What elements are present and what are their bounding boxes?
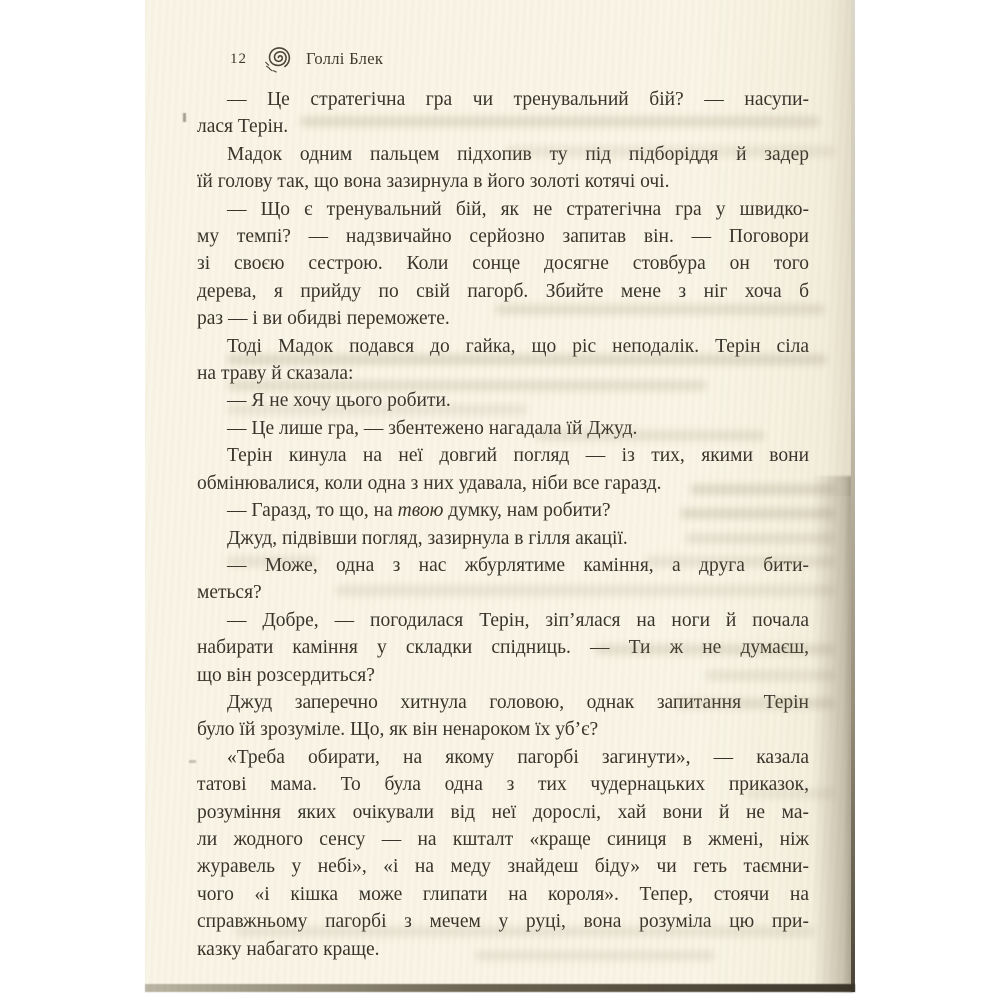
bleed-through-smudge bbox=[495, 304, 825, 315]
running-header bbox=[230, 42, 383, 76]
text-line: — Це стратегічна гра чи тренувальний бій? — насупи- bbox=[227, 89, 809, 110]
scan-artifact bbox=[183, 113, 186, 122]
text-line: «Треба обирати, на якому пагорбі загинути», — казала bbox=[227, 746, 809, 768]
bleed-through-smudge bbox=[227, 380, 707, 391]
bleed-through-smudge bbox=[535, 430, 765, 441]
text-line: їй голову так, що вона зазирнула в його золоті котячі очі. bbox=[197, 171, 670, 193]
text-line: дерева, я прийду по свій пагорб. Збийте мене з ніг хоча б bbox=[197, 280, 809, 302]
bleed-through-smudge bbox=[227, 404, 527, 415]
paragraph bbox=[197, 86, 809, 141]
page-text bbox=[197, 86, 809, 963]
bleed-through-smudge bbox=[235, 926, 815, 937]
bleed-through-smudge bbox=[475, 950, 715, 961]
text-line: ли жодного сенсу — на кшталт «краще синиця в жмені, ніж bbox=[197, 828, 809, 850]
bleed-through-smudge bbox=[645, 556, 835, 567]
text-line: Терін кинула на неї довгий погляд — із тих, якими вони bbox=[227, 445, 809, 467]
text-line: зі своєю сестрою. Коли сонце досягне стовбура он того bbox=[197, 253, 809, 275]
text-line: казку набагато краще. bbox=[197, 938, 380, 960]
bleed-through-smudge bbox=[300, 116, 820, 127]
text-line: Мадок одним пальцем підхопив ту під підборіддя й задер bbox=[227, 143, 809, 165]
page-right-edge bbox=[851, 0, 855, 992]
text-line: раз — і ви обидві переможете. bbox=[197, 308, 450, 330]
scan-artifact bbox=[189, 760, 196, 763]
bleed-through-smudge bbox=[675, 698, 835, 709]
text-line: — Що є тренувальний бій, як не стратегічна гра у швидко- bbox=[227, 198, 809, 220]
text-line: лася Терін. bbox=[197, 116, 289, 138]
text-line: було їй зрозуміле. Що, як він ненароком їх уб’є? bbox=[197, 719, 599, 741]
text-line: справжньому пагорбі з мечем у руці, вона розуміла цю при- bbox=[197, 911, 809, 933]
text-line: — Це лише гра, — збентежено нагадала їй Джуд. bbox=[227, 417, 638, 439]
text-line: Тоді Мадок подався до гайка, що ріс неподалік. Терін сіла bbox=[227, 335, 809, 357]
text-line: татові мама. То була одна з тих чудернацьких приказок, bbox=[197, 774, 809, 796]
text-line: чого «і кішка може глипати на короля». Тепер, стоячи на bbox=[197, 883, 809, 905]
text-line: на траву й сказала: bbox=[197, 363, 354, 385]
text-line: меться? bbox=[197, 582, 262, 604]
bleed-through-smudge bbox=[505, 146, 835, 157]
bleed-through-smudge bbox=[227, 556, 317, 567]
spiral-shell-icon bbox=[258, 42, 295, 76]
text-line: розуміння яких очікували від неї дорослі, хай вони й не ма- bbox=[197, 801, 809, 823]
bleed-through-smudge bbox=[227, 354, 827, 365]
text-line: Джуд, підвівши погляд, зазирнула в гілля акації. bbox=[227, 527, 628, 549]
bleed-through-smudge bbox=[335, 585, 835, 596]
book-page-scan bbox=[145, 0, 855, 992]
text-line: журавель у небі», «і на меду знайдеш біду» чи геть таємни- bbox=[197, 856, 809, 878]
text-line: — Гаразд, то що, на твою думку, нам робити? bbox=[227, 500, 611, 522]
text-line: набирати каміння у складки спідниць. — Ти ж не думаєш, bbox=[197, 637, 809, 659]
page-edge-shadow bbox=[812, 476, 852, 992]
text-line: обмінювалися, коли одна з них удавала, ніби все гаразд. bbox=[197, 472, 662, 494]
text-line: що він розсердиться? bbox=[197, 664, 375, 686]
bleed-through-smudge bbox=[595, 644, 835, 655]
text-line: Джуд заперечно хитнула головою, однак запитання Терін bbox=[227, 691, 809, 713]
text-line: — Я не хочу цього робити. bbox=[227, 390, 451, 412]
running-title: Голлі Блек bbox=[306, 49, 384, 68]
text-line: му темпі? — надзвичайно серйозно запитав він. — Поговори bbox=[197, 226, 809, 248]
page-bottom-edge bbox=[145, 984, 855, 992]
page-edge-shadow bbox=[826, 0, 852, 496]
page-number: 12 bbox=[230, 50, 247, 67]
text-line: — Може, одна з нас жбурлятиме каміння, а друга бити- bbox=[227, 554, 809, 576]
text-line: — Добре, — погодилася Терін, зіп’ялася на ноги й почала bbox=[227, 609, 809, 631]
